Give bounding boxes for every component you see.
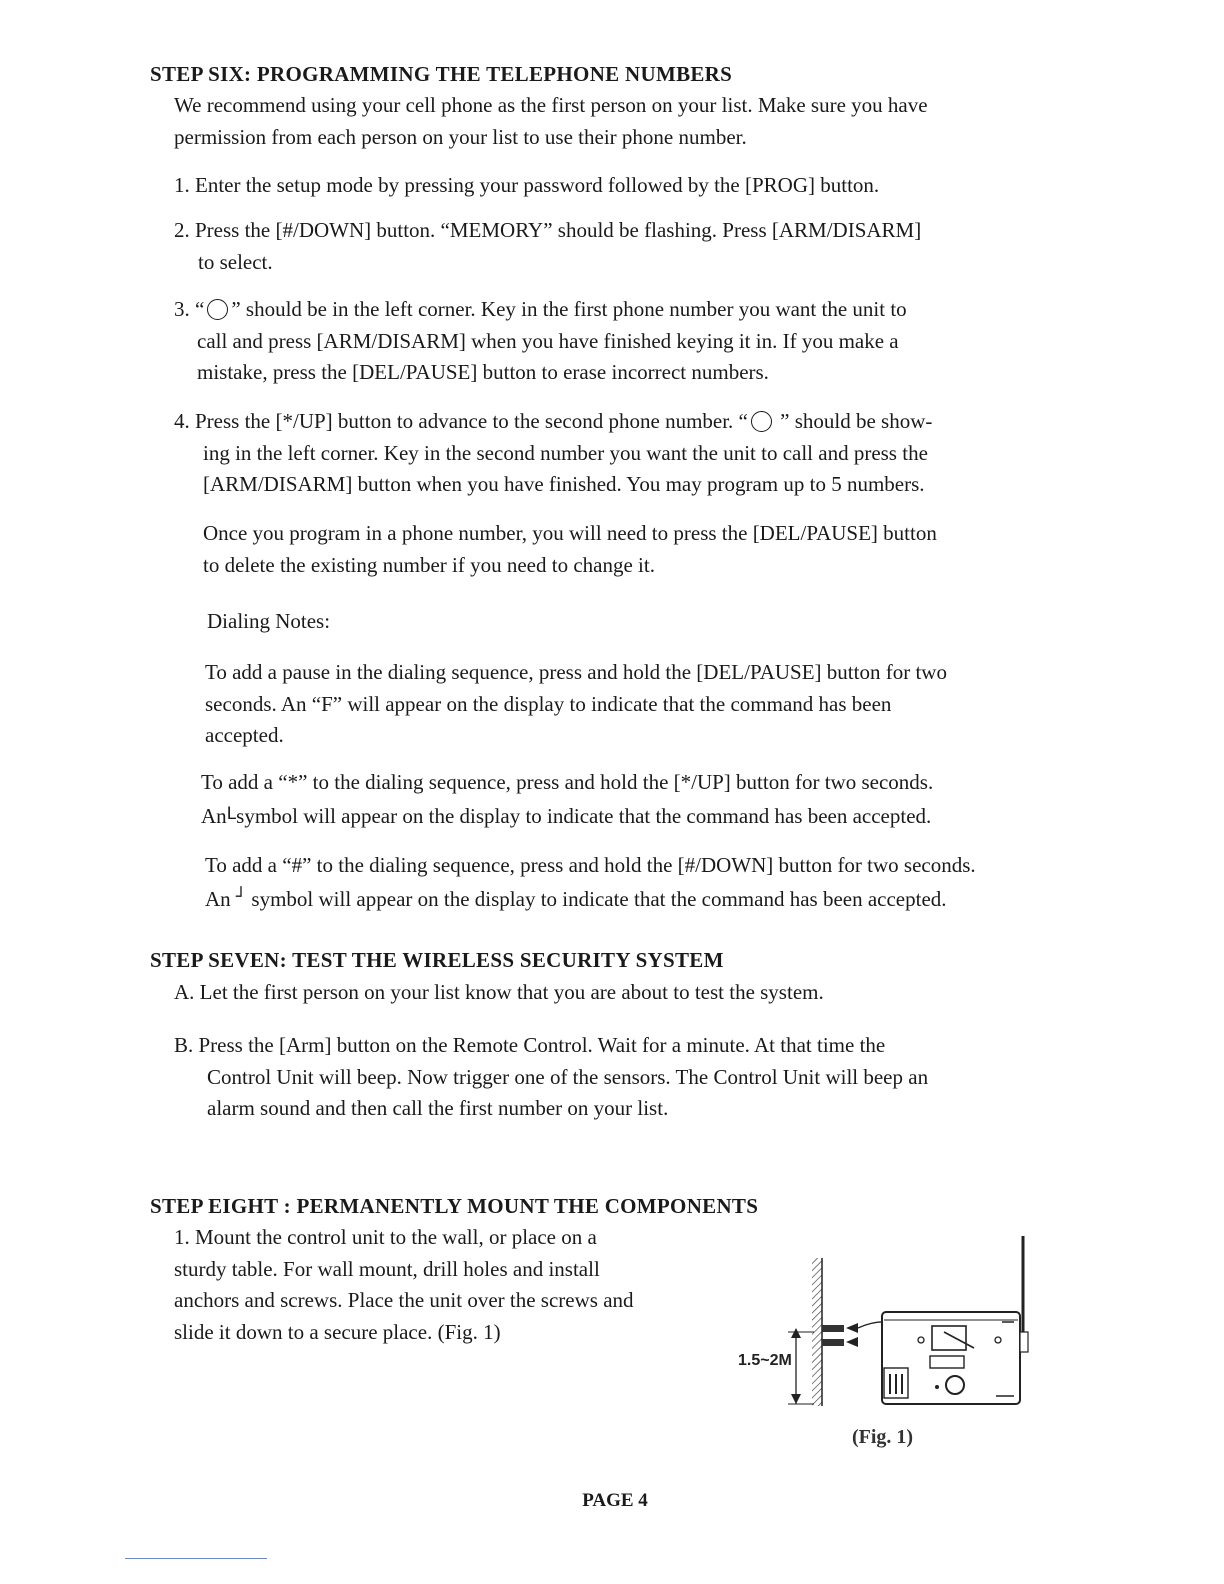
dimension-label: 1.5~2M: [738, 1352, 792, 1369]
note-prefix: An: [205, 886, 236, 911]
note-prefix: An: [201, 803, 227, 828]
item-prefix: 4. Press the [*/UP] button to advance to the second phone number. “: [174, 409, 748, 433]
step-six-item-2: [174, 215, 921, 278]
step-seven-item-b: [174, 1030, 928, 1125]
item-prefix: 3. “: [174, 297, 205, 321]
step-six-item-3: [174, 294, 907, 389]
step-six-intro: [174, 90, 928, 153]
item-line: [174, 294, 907, 326]
item-line: 2. Press the [#/DOWN] button. “MEMORY” should be flashing. Press [ARM/DISARM]: [174, 218, 922, 242]
intro-line: We recommend using your cell phone as the first person on your list. Make sure you have: [174, 93, 928, 117]
item-line: Control Unit will beep. Now trigger one of the sensors. The Control Unit will beep an: [207, 1064, 929, 1089]
step-eight-item-1: [174, 1222, 634, 1348]
arrow-upper: [846, 1323, 858, 1333]
step-seven-heading: STEP SEVEN: TEST THE WIRELESS SECURITY SYSTEM: [150, 948, 724, 972]
item-line: 1. Mount the control unit to the wall, or place on a: [174, 1225, 597, 1249]
page-number: PAGE 4: [582, 1490, 648, 1511]
control-unit-led: [935, 1385, 939, 1389]
dialing-notes-title: Dialing Notes:: [207, 609, 331, 633]
step-six-note: [203, 518, 937, 581]
item-line: [174, 406, 932, 438]
item-suffix: ” should be in the left corner. Key in the first phone number you want the unit to: [231, 297, 907, 321]
note-line: Once you program in a phone number, you will need to press the [DEL/PAUSE] button: [203, 521, 937, 545]
intro-line: permission from each person on your list to use their phone number.: [174, 124, 747, 149]
star-note: [201, 767, 933, 832]
item-line: anchors and screws. Place the unit over the screws and: [174, 1288, 634, 1312]
note-line: accepted.: [205, 723, 284, 747]
item-line: ing in the left corner. Key in the second number you want the unit to call and press the: [203, 440, 928, 465]
dimension-arrow-bottom: [791, 1394, 801, 1404]
note-line: [201, 799, 933, 833]
item-line: alarm sound and then call the first number on your list.: [207, 1096, 669, 1120]
note-line: To add a “*” to the dialing sequence, press and hold the [*/UP] button for two seconds.: [201, 770, 934, 794]
dimension-arrow-top: [791, 1328, 801, 1338]
footer-divider: [125, 1558, 267, 1559]
screw-upper: [822, 1325, 844, 1332]
item-line: slide it down to a secure place. (Fig. 1): [174, 1319, 501, 1344]
item-line: mistake, press the [DEL/PAUSE] button to erase incorrect numbers.: [197, 360, 769, 384]
note-line: To add a “#” to the dialing sequence, press and hold the [#/DOWN] button for two seconds.: [205, 853, 976, 877]
hash-note: [205, 850, 976, 915]
step-six-item-4: [174, 406, 932, 501]
circle-icon: [207, 299, 228, 320]
note-line: To add a pause in the dialing sequence, press and hold the [DEL/PAUSE] button for two: [205, 660, 947, 684]
item-line: call and press [ARM/DISARM] when you have finished keying it in. If you make a: [197, 328, 899, 353]
step-eight-heading: STEP EIGHT : PERMANENTLY MOUNT THE COMPONENTS: [150, 1194, 759, 1218]
item-line: [ARM/DISARM] button when you have finished. You may program up to 5 numbers.: [203, 472, 925, 496]
arrow-lower: [846, 1337, 858, 1347]
pause-note: [205, 657, 947, 752]
item-line: sturdy table. For wall mount, drill holes and install: [174, 1256, 600, 1281]
note-suffix: symbol will appear on the display to indicate that the command has been accepted.: [236, 803, 932, 828]
note-line: to delete the existing number if you need to change it.: [203, 552, 655, 577]
step-seven-item-a: A. Let the first person on your list know that you are about to test the system.: [174, 980, 824, 1004]
l-symbol-icon: L: [226, 803, 237, 824]
step-six-item-1: 1. Enter the setup mode by pressing your password followed by the [PROG] button.: [174, 173, 880, 197]
item-suffix: ” should be show-: [774, 409, 933, 433]
note-suffix: symbol will appear on the display to indicate that the command has been accepted.: [246, 886, 947, 911]
circle-icon: [751, 411, 772, 432]
hook-symbol-icon: ┘: [235, 886, 247, 907]
step-six-heading: STEP SIX: PROGRAMMING THE TELEPHONE NUMBERS: [150, 62, 733, 86]
figure-caption: (Fig. 1): [852, 1426, 914, 1448]
screw-lower: [822, 1339, 844, 1346]
note-line: [205, 882, 976, 916]
antenna-base: [1020, 1332, 1028, 1352]
wall-mount-figure: [734, 1228, 1044, 1428]
item-line: to select.: [198, 249, 273, 274]
note-line: seconds. An “F” will appear on the display to indicate that the command has been: [205, 691, 892, 716]
item-line: B. Press the [Arm] button on the Remote Control. Wait for a minute. At that time the: [174, 1033, 886, 1057]
